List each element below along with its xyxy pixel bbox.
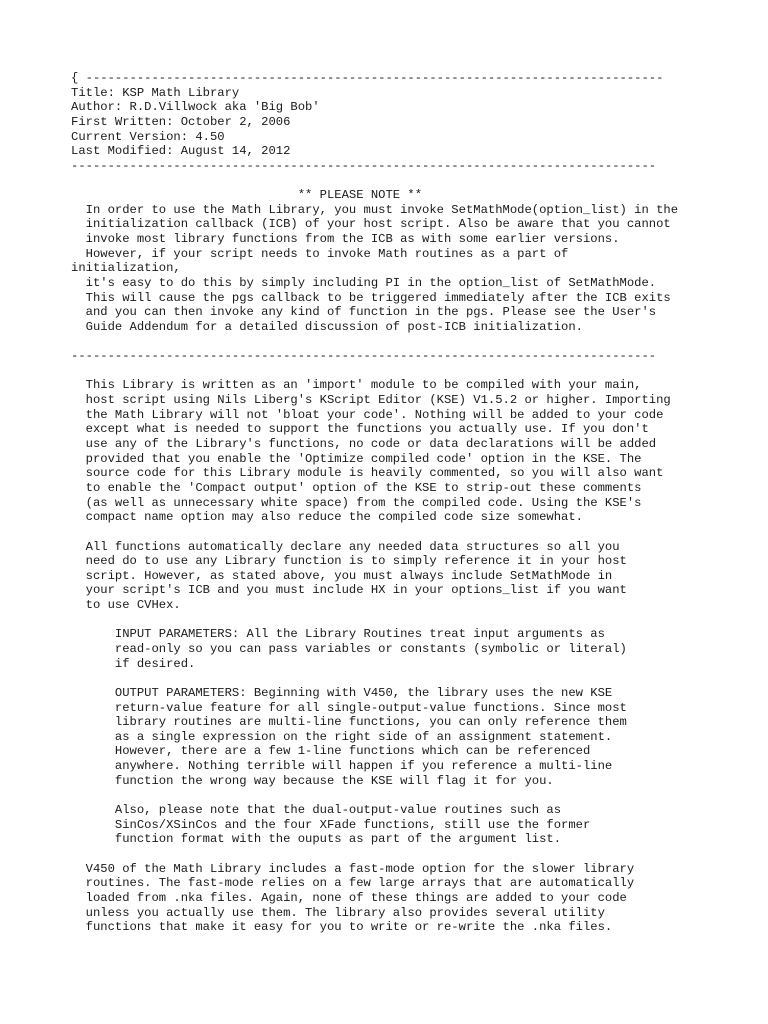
- input-params-line: if desired.: [71, 656, 196, 671]
- intro-line: compact name option may also reduce the compiled code size somewhat.: [71, 510, 583, 525]
- note-heading: ** PLEASE NOTE **: [71, 188, 423, 203]
- note-line: and you can then invoke any kind of function in the pgs. Please see the User's: [71, 305, 657, 320]
- intro-line: This Library is written as an 'import' module to be compiled with your main,: [71, 378, 642, 393]
- functions-line: All functions automatically declare any needed data structures so all you: [71, 539, 620, 554]
- spacer: [71, 613, 711, 628]
- fastmode-line: loaded from .nka files. Again, none of these things are added to your code: [71, 890, 627, 905]
- section-divider: --------------------------------------------------------------------------------: [71, 349, 657, 364]
- doc-current-version: Current Version: 4.50: [71, 129, 225, 144]
- intro-line: host script using Nils Liberg's KScript Editor (KSE) V1.5.2 or higher. Importing: [71, 393, 671, 408]
- fastmode-line: routines. The fast-mode relies on a few large arrays that are automatically: [71, 876, 635, 891]
- output-params-line: OUTPUT PARAMETERS: Beginning with V450, the library uses the new KSE: [71, 685, 613, 700]
- note-line: This will cause the pgs callback to be triggered immediately after the ICB exits: [71, 290, 671, 305]
- intro-line: the Math Library will not 'bloat your code'. Nothing will be added to your code: [71, 407, 664, 422]
- spacer: [71, 671, 711, 686]
- intro-line: provided that you enable the 'Optimize compiled code' option in the KSE. The: [71, 451, 642, 466]
- fastmode-line: V450 of the Math Library includes a fast-mode option for the slower library: [71, 861, 635, 876]
- fastmode-line: functions that make it easy for you to write or re-write the .nka files.: [71, 920, 613, 935]
- note-line: initialization callback (ICB) of your host script. Also be aware that you cannot: [71, 217, 671, 232]
- intro-line: to enable the 'Compact output' option of the KSE to strip-out these comments: [71, 480, 642, 495]
- functions-line: your script's ICB and you must include HX in your options_list if you want: [71, 583, 627, 598]
- spacer: [71, 364, 711, 379]
- note-line: invoke most library functions from the ICB as with some earlier versions.: [71, 232, 620, 247]
- document-page: [71, 71, 711, 935]
- output-params-line: anywhere. Nothing terrible will happen if you reference a multi-line: [71, 759, 613, 774]
- input-params-line: INPUT PARAMETERS: All the Library Routines treat input arguments as: [71, 627, 605, 642]
- functions-line: need do to use any Library function is to simply reference it in your host: [71, 554, 627, 569]
- output-params-line: as a single expression on the right side of an assignment statement.: [71, 729, 613, 744]
- spacer: [71, 525, 711, 540]
- output-params-line: function the wrong way because the KSE will flag it for you.: [71, 773, 554, 788]
- intro-line: source code for this Library module is heavily commented, so you will also want: [71, 466, 664, 481]
- output-params-line: library routines are multi-line functions, you can only reference them: [71, 715, 627, 730]
- input-params-line: read-only so you can pass variables or constants (symbolic or literal): [71, 641, 627, 656]
- intro-line: (as well as unnecessary white space) from the compiled code. Using the KSE's: [71, 495, 642, 510]
- note-line: initialization,: [71, 261, 181, 276]
- dual-output-line: Also, please note that the dual-output-value routines such as: [71, 803, 562, 818]
- fastmode-line: unless you actually use them. The library also provides several utility: [71, 905, 605, 920]
- note-line: In order to use the Math Library, you must invoke SetMathMode(option_list) in the: [71, 202, 679, 217]
- spacer: [71, 788, 711, 803]
- header-open-rule: { -------------------------------------------------------------------------------: [71, 71, 664, 85]
- output-params-line: However, there are a few 1-line functions which can be referenced: [71, 744, 591, 759]
- doc-author: Author: R.D.Villwock aka 'Big Bob': [71, 100, 320, 115]
- dual-output-line: function format with the ouputs as part of the argument list.: [71, 832, 562, 847]
- note-line: Guide Addendum for a detailed discussion of post-ICB initialization.: [71, 319, 583, 334]
- header-close-rule: --------------------------------------------------------------------------------: [71, 158, 657, 173]
- intro-line: except what is needed to support the functions you actually use. If you don't: [71, 422, 649, 437]
- spacer: [71, 847, 711, 862]
- doc-last-modified: Last Modified: August 14, 2012: [71, 144, 291, 159]
- intro-line: use any of the Library's functions, no code or data declarations will be added: [71, 437, 657, 452]
- output-params-line: return-value feature for all single-output-value functions. Since most: [71, 700, 627, 715]
- doc-first-written: First Written: October 2, 2006: [71, 114, 291, 129]
- functions-line: to use CVHex.: [71, 598, 181, 613]
- doc-title: Title: KSP Math Library: [71, 85, 240, 100]
- note-line: However, if your script needs to invoke Math routines as a part of: [71, 246, 569, 261]
- note-line: it's easy to do this by simply including PI in the option_list of SetMathMode.: [71, 275, 657, 290]
- spacer: [71, 335, 711, 350]
- spacer: [71, 173, 711, 188]
- dual-output-line: SinCos/XSinCos and the four XFade functions, still use the former: [71, 817, 591, 832]
- functions-line: script. However, as stated above, you must always include SetMathMode in: [71, 568, 613, 583]
